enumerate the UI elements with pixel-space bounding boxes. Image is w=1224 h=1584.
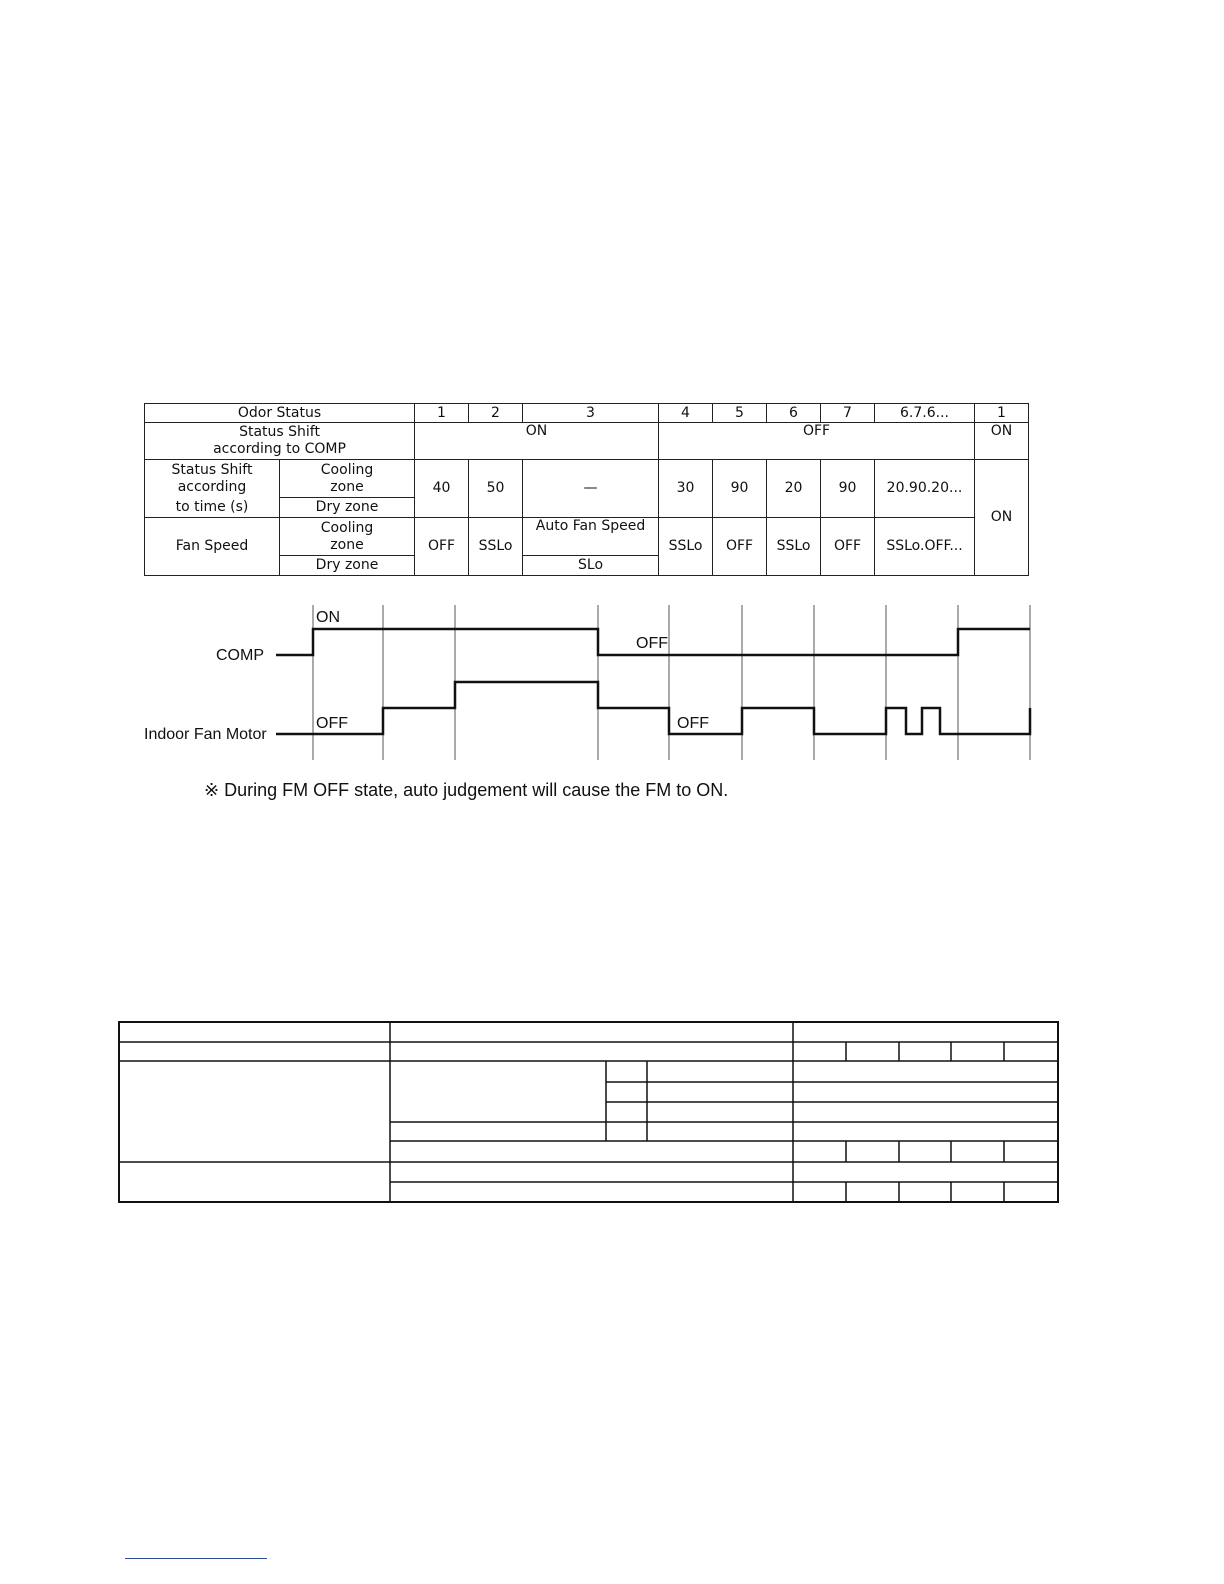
odor-status-header-row bbox=[145, 404, 1029, 423]
comp-shift-label bbox=[145, 423, 415, 460]
slo-cell: SLo bbox=[523, 556, 659, 576]
empty-grid-table bbox=[117, 1020, 1061, 1206]
status-cell: 2 bbox=[469, 404, 523, 423]
fan-off-label: OFF bbox=[677, 715, 709, 732]
footnote-text: During FM OFF state, auto judgement will cause the FM to ON. bbox=[224, 780, 729, 800]
timing-diagram bbox=[140, 600, 1040, 765]
time-shift-label-line2: according bbox=[177, 478, 247, 495]
odor-status-table bbox=[144, 403, 1029, 576]
cooling-zone-label bbox=[280, 460, 415, 498]
time-shift-cooling-row bbox=[145, 460, 1029, 498]
time-value-cell: 50 bbox=[469, 460, 523, 518]
status-cell: 1 bbox=[975, 404, 1029, 423]
status-cell: 7 bbox=[821, 404, 875, 423]
fan-cooling-zone-label-line2: zone bbox=[330, 536, 364, 553]
comp-shift-label-line2: according to COMP bbox=[213, 441, 346, 457]
time-value-cell: 40 bbox=[415, 460, 469, 518]
fan-value-cell: SSLo bbox=[767, 518, 821, 576]
fan-value-cell: OFF bbox=[821, 518, 875, 576]
time-value-cell: 30 bbox=[659, 460, 713, 518]
fan-value-cell: SSLo bbox=[659, 518, 713, 576]
fan-value-cell: SSLo bbox=[469, 518, 523, 576]
fan-value-cell: OFF bbox=[415, 518, 469, 576]
fan-speed-cooling-row bbox=[145, 518, 1029, 556]
odor-status-label: Odor Status bbox=[145, 404, 415, 423]
status-cell: 6 bbox=[767, 404, 821, 423]
end-on-cell: ON bbox=[975, 460, 1029, 576]
status-cell: 3 bbox=[523, 404, 659, 423]
time-value-cell: 20.90.20... bbox=[875, 460, 975, 518]
fan-motor-waveform bbox=[276, 682, 1030, 734]
fan-value-cell: OFF bbox=[713, 518, 767, 576]
comp-shift-label-line1: Status Shift bbox=[239, 424, 320, 440]
cooling-zone-label-line1: Cooling bbox=[320, 461, 374, 478]
grid-outer-border bbox=[119, 1022, 1058, 1202]
comp-shift-row bbox=[145, 423, 1029, 460]
footnote bbox=[204, 780, 728, 801]
time-value-cell: 90 bbox=[821, 460, 875, 518]
status-cell: 5 bbox=[713, 404, 767, 423]
fan-off-label: OFF bbox=[316, 715, 348, 732]
comp-label: COMP bbox=[216, 647, 264, 664]
footer-rule bbox=[125, 1558, 267, 1559]
fan-value-cell: SSLo.OFF... bbox=[875, 518, 975, 576]
status-cell: 4 bbox=[659, 404, 713, 423]
time-value-cell: — bbox=[523, 460, 659, 518]
time-shift-label-line3: to time (s) bbox=[175, 498, 249, 515]
fan-speed-label: Fan Speed bbox=[145, 518, 280, 576]
comp-off-label: OFF bbox=[636, 635, 668, 652]
status-cell: 1 bbox=[415, 404, 469, 423]
reference-mark: ※ bbox=[204, 780, 220, 800]
comp-off-cell: OFF bbox=[659, 423, 975, 460]
fan-motor-label: Indoor Fan Motor bbox=[144, 726, 267, 743]
fan-cooling-zone-label bbox=[280, 518, 415, 556]
comp-on-label: ON bbox=[316, 609, 340, 626]
status-cell: 6.7.6... bbox=[875, 404, 975, 423]
time-value-cell: 90 bbox=[713, 460, 767, 518]
fan-dry-zone-label: Dry zone bbox=[280, 556, 415, 576]
time-shift-label bbox=[145, 460, 280, 518]
cooling-zone-label-line2: zone bbox=[330, 478, 364, 495]
comp-on-end-cell: ON bbox=[975, 423, 1029, 460]
dry-zone-label: Dry zone bbox=[280, 498, 415, 518]
fan-cooling-zone-label-line1: Cooling bbox=[320, 519, 374, 536]
time-shift-label-line1: Status Shift bbox=[171, 461, 253, 478]
auto-fan-speed-cell: Auto Fan Speed bbox=[523, 518, 659, 556]
comp-on-cell: ON bbox=[415, 423, 659, 460]
time-value-cell: 20 bbox=[767, 460, 821, 518]
